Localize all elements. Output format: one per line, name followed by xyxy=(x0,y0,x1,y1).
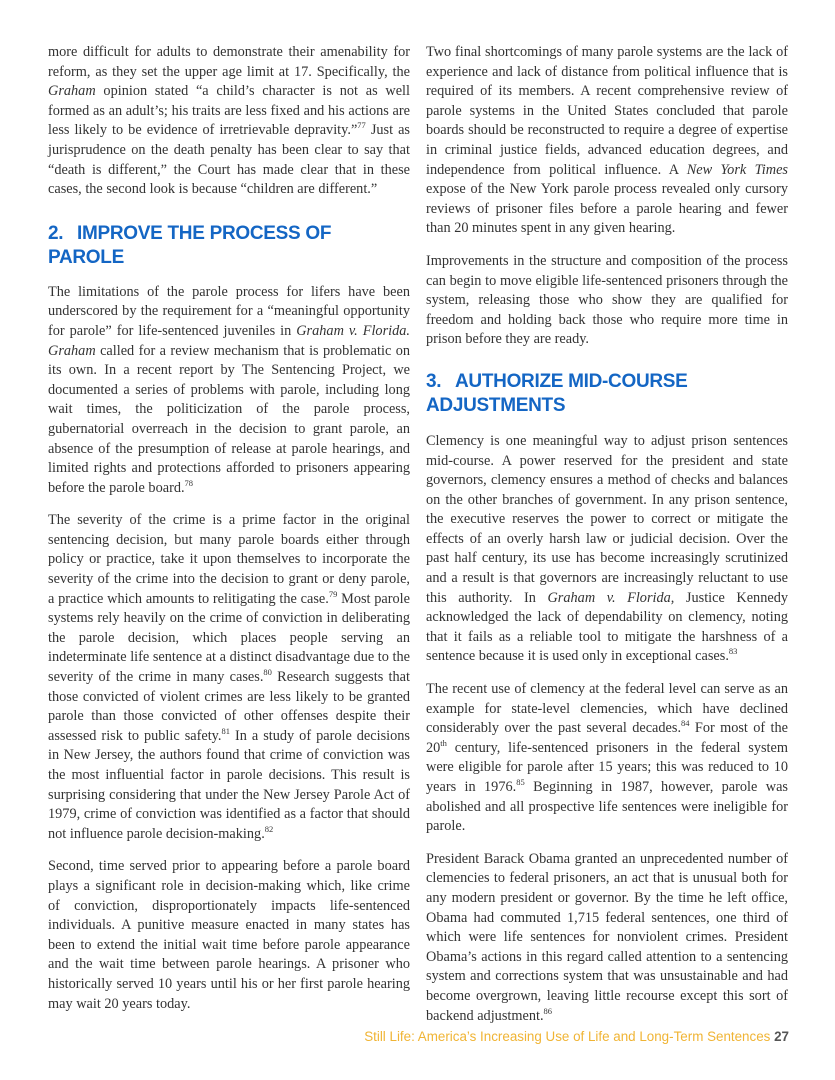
footnote-ref[interactable]: 86 xyxy=(543,1005,553,1016)
text: Two final shortcomings of many parole systems are the lack of experience and lack of distance from political influence that is required of its members. A recent comprehensive review of parole systems in the United States concluded that parole boards should be reconstructed to require a degree of expertise in criminal justice fields, advanced education degrees, and independence from political influence. A xyxy=(426,44,788,178)
text: Clemency is one meaningful way to adjust prison sentences mid-course. A power reserved for the president and state governors, clemency ensures a method of checks and balances on the other branches of government. In any prison sentence, the executive reserves the power to correct or mitigate the effects of an overly harsh law or judicial decision. Over the past half century, its use has become increasingly scrutinized and a result is that governors are increasingly reluctant to use this authority. In xyxy=(426,432,788,606)
text: In a study of parole decisions in New Jersey, the authors found that crime of conviction was the most influential factor in parole decisions. This result is surprising considering that under the New Jersey Parole Act of 1979, crime of conviction was identified as a factor that should not influence parole decision-making. xyxy=(48,727,410,842)
paragraph xyxy=(48,283,410,499)
text: The severity of the crime is a prime factor in the original sentencing decision, but many parole boards either through policy or practice, take it upon themselves to incorporate the severity of the crime into the decision to grant or deny parole, a practice which amounts to relitigating the case. xyxy=(48,512,410,607)
right-column xyxy=(426,43,788,1039)
section-heading-improve-parole xyxy=(48,222,410,270)
text: Beginning in 1987, however, parole was abolished and all prospective life sentences were ineligible for parole. xyxy=(426,779,788,835)
ordinal-suffix: th xyxy=(440,738,447,749)
paragraph xyxy=(48,43,410,200)
text: Justice Kennedy acknowledged the lack of dependability on clemency, noting that it fails as a reliable tool to mitigate the harshness of a sentence because it is used only in exceptional cases. xyxy=(426,589,788,665)
case-name: Graham v. Florida, xyxy=(547,589,675,606)
footnote-ref[interactable]: 79 xyxy=(328,588,338,599)
footnote-ref[interactable]: 85 xyxy=(516,777,525,788)
paragraph xyxy=(426,43,788,239)
paragraph xyxy=(426,252,788,350)
footnote-ref[interactable]: 80 xyxy=(263,667,272,678)
footnote-ref[interactable]: 81 xyxy=(221,726,230,737)
case-name: Graham v. Florida. xyxy=(296,322,410,339)
publication-name: New York Times xyxy=(686,161,788,178)
footnote-ref[interactable]: 77 xyxy=(357,120,366,131)
text: called for a review mechanism that is problematic on its own. In a recent report by The Sentencing Project, we documented a series of problems with parole, including long wait times, the politicization of the parole process, gubernatorial overreach in the decision to grant parole, an absence of the presumption of release at parole hearings, and limited rights and protections afforded to prisoners appearing before the parole board. xyxy=(48,342,410,496)
section-title: IMPROVE THE PROCESS OF PAROLE xyxy=(48,222,332,268)
text: Just as jurisprudence on the death penalty has been clear to say that “death is different,” the Court has made clear that in these cases, the second look is because “children are different.” xyxy=(48,122,410,198)
text: The limitations of the parole process for lifers have been underscored by the requirement for a “meaningful opportunity for parole” for life-sentenced juveniles in xyxy=(48,283,410,339)
text: Improvements in the structure and composition of the process can begin to move eligible life-sentenced prisoners through the system, releasing those who show they are qualified for freedom and holding back those who require more time in prison before they are ready. xyxy=(426,252,788,348)
case-name: Graham xyxy=(48,342,96,359)
text: Research suggests that those convicted of violent crimes are less likely to be granted parole than those convicted of other offenses despite their assessed risk to public safety. xyxy=(48,669,410,744)
case-name: Graham xyxy=(48,83,96,100)
page-footer xyxy=(364,1029,789,1044)
paragraph xyxy=(426,850,788,1026)
text: The recent use of clemency at the federal level can serve as an example for state-level clemencies, which have declined considerably over the past several decades. xyxy=(426,681,788,737)
footnote-ref[interactable]: 84 xyxy=(681,718,690,729)
footnote-ref[interactable]: 83 xyxy=(728,646,738,657)
text: President Barack Obama granted an unprecedented number of clemencies to federal prisoners, an act that is unusual both for any modern president or governor. By the time he left office, Obama had commuted 1,715 federal sentences, one third of which were life sentences for nonviolent crimes. President Obama’s actions in this regard called attention to a sentencing system and corrections system that was unsustainable and had become overgrown, leaving little recourse except this sort of backend adjustment. xyxy=(426,850,788,1024)
text: century, life-sentenced prisoners in the federal system were eligible for parole after 15 years; this was reduced to 10 years in 1976. xyxy=(426,739,788,795)
paragraph xyxy=(426,432,788,667)
report-title: Still Life: America’s Increasing Use of Life and Long-Term Sentences xyxy=(364,1029,771,1044)
footnote-ref[interactable]: 82 xyxy=(264,824,274,835)
paragraph xyxy=(48,511,410,844)
paragraph xyxy=(426,680,788,837)
section-number: 2. xyxy=(48,222,64,244)
section-heading-mid-course-adjustments xyxy=(426,370,788,418)
text: Second, time served prior to appearing before a parole board plays a significant role in decision-making which, like crime of conviction, disproportionately impacts life-sentenced individuals. A punitive measure enacted in many states has been to extend the initial wait time before parole appearance and the wait time between parole hearings. A prisoner who historically served 10 years until his or her first parole hearing may wait 20 years today. xyxy=(48,858,410,1012)
text: Most parole systems rely heavily on the crime of conviction in deliberating the parole decision, which places people serving an indeterminate life sentence at a distinct disadvantage due to the severity of the crime in many cases. xyxy=(48,590,410,686)
section-number: 3. xyxy=(426,370,442,392)
text: opinion stated “a child’s character is not as well formed as an adult’s; his traits are less fixed and his actions are less likely to be evidence of irretrievable depravity.” xyxy=(48,83,410,139)
text: more difficult for adults to demonstrate their amenability for reform, as they set the upper age limit at 17. Specifically, the xyxy=(48,44,410,80)
text: For most of the 20 xyxy=(426,720,788,756)
text: expose of the New York parole process revealed only cursory reviews of prisoner files before a parole hearing and fewer than 20 minutes spent in any given hearing. xyxy=(426,181,788,237)
left-column xyxy=(48,43,410,1027)
paragraph xyxy=(48,857,410,1014)
section-title: AUTHORIZE MID-COURSE ADJUSTMENTS xyxy=(426,370,688,416)
page-number: 27 xyxy=(774,1029,789,1044)
footnote-ref[interactable]: 78 xyxy=(184,477,194,488)
